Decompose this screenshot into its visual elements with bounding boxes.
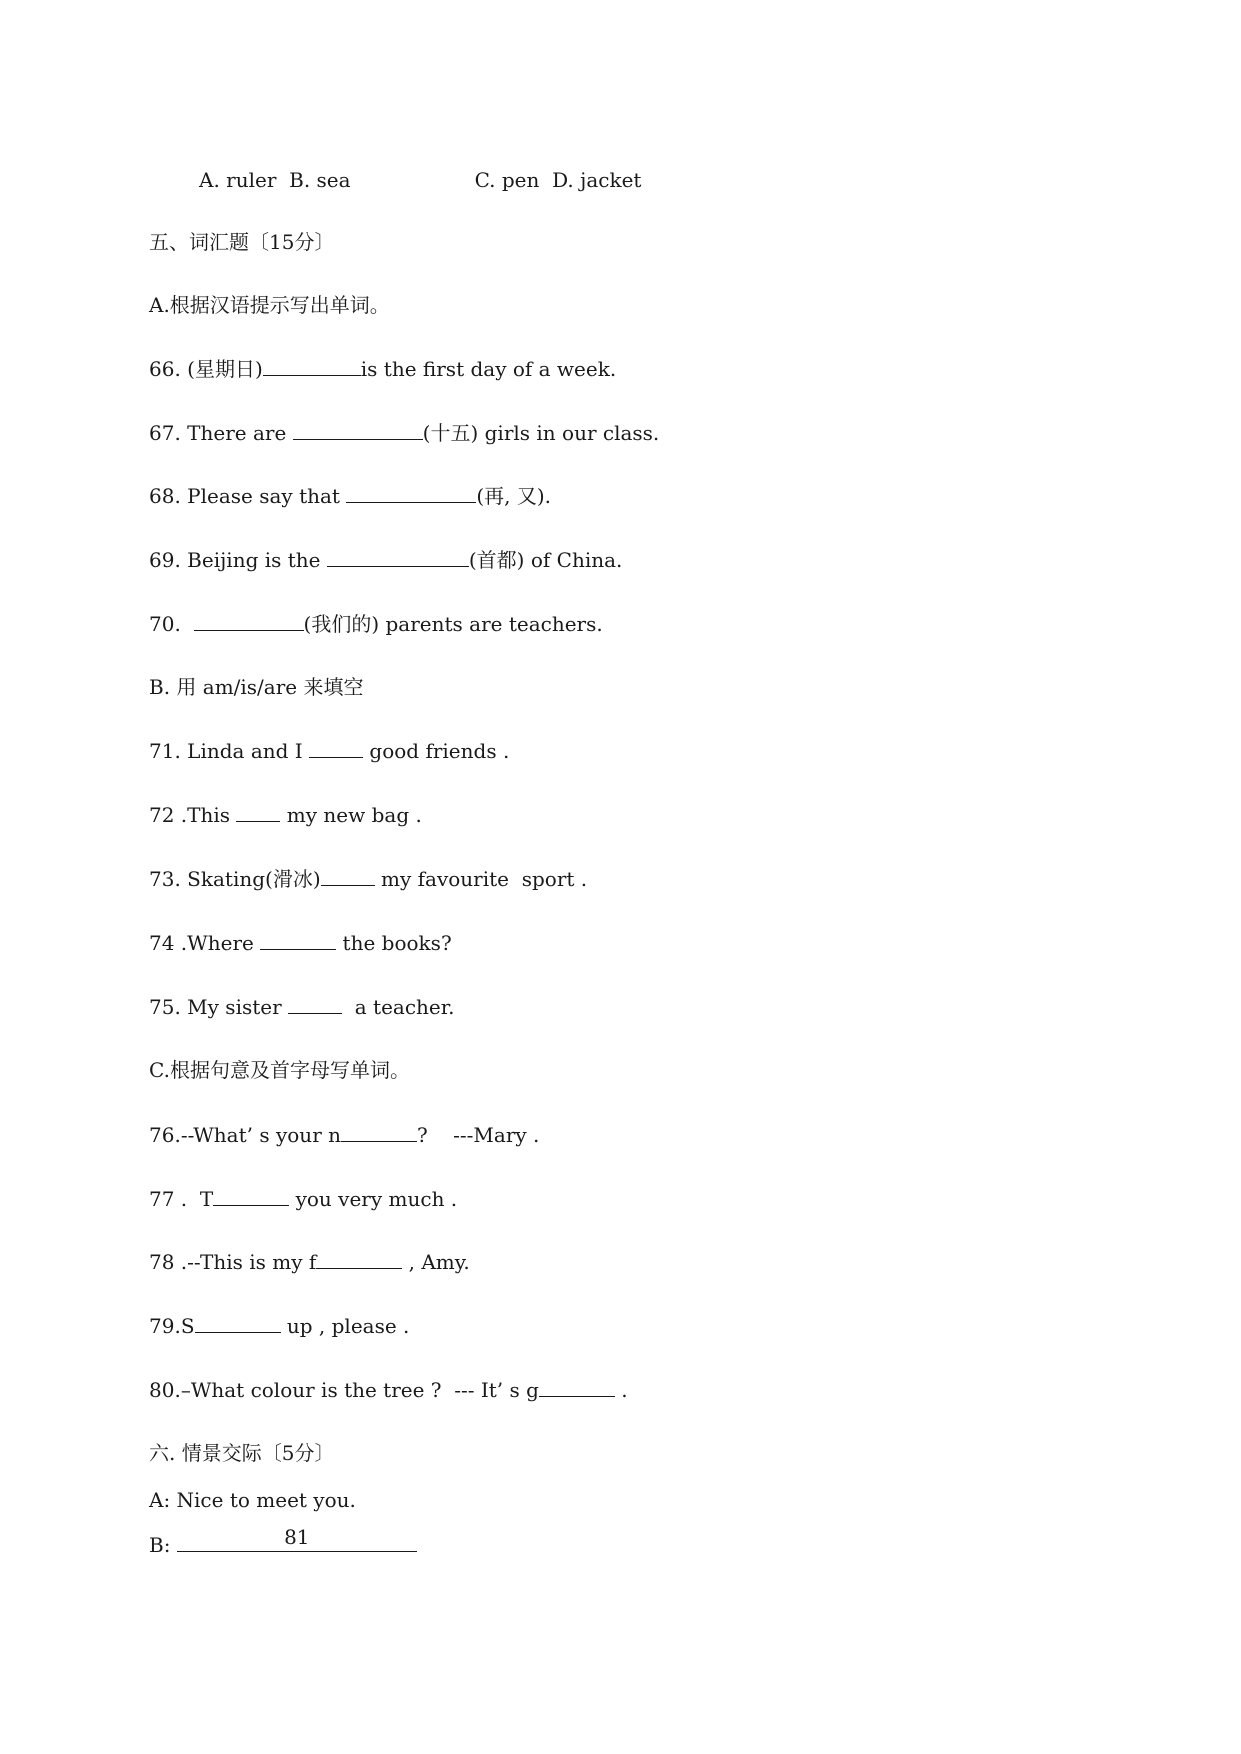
question-67: 67. There are (十五) girls in our class. xyxy=(149,421,660,445)
answer-blank[interactable] xyxy=(194,610,304,631)
question-71: 71. Linda and I good friends . xyxy=(149,739,510,763)
question-76: 76.--What’ s your n ? ---Mary . xyxy=(149,1123,540,1147)
question-75: 75. My sister a teacher. xyxy=(149,995,455,1019)
answer-blank[interactable] xyxy=(195,1312,281,1333)
question-72: 72 .This my new bag . xyxy=(149,803,422,827)
option-c: C. pen xyxy=(474,168,540,192)
answer-blank[interactable] xyxy=(539,1376,615,1397)
question-69: 69. Beijing is the (首都) of China. xyxy=(149,548,623,572)
question-66: 66. (星期日) is the first day of a week. xyxy=(149,357,617,381)
question-74: 74 .Where the books? xyxy=(149,931,452,955)
partB-instruction: B. 用 am/is/are 来填空 xyxy=(149,675,364,699)
section6-title: 六. 情景交际〔5分〕 xyxy=(149,1441,335,1465)
answer-blank[interactable] xyxy=(309,737,363,758)
answer-blank[interactable] xyxy=(236,801,280,822)
answer-blank[interactable] xyxy=(293,419,423,440)
option-d: D. jacket xyxy=(552,168,642,192)
answer-blank[interactable] xyxy=(213,1185,289,1206)
question-77: 77 . T you very much . xyxy=(149,1187,458,1211)
answer-blank[interactable] xyxy=(288,993,342,1014)
answer-blank-81[interactable]: 81 xyxy=(177,1531,417,1552)
question-73: 73. Skating(滑冰) my favourite sport . xyxy=(149,867,588,891)
question-70: 70. (我们的) parents are teachers. xyxy=(149,612,603,636)
question-78: 78 .--This is my f , Amy. xyxy=(149,1250,470,1274)
answer-blank[interactable] xyxy=(346,482,476,503)
partC-instruction: C.根据句意及首字母写单词。 xyxy=(149,1058,410,1082)
option-b: B. sea xyxy=(289,168,351,192)
answer-blank[interactable] xyxy=(260,929,336,950)
answer-blank[interactable] xyxy=(341,1121,417,1142)
partA-instruction: A.根据汉语提示写出单词。 xyxy=(149,293,390,317)
option-a: A. ruler xyxy=(199,168,277,192)
question-68: 68. Please say that (再, 又). xyxy=(149,484,552,508)
dialogue-line-a: A: Nice to meet you. xyxy=(149,1488,356,1512)
answer-blank[interactable] xyxy=(316,1248,402,1269)
question-80: 80.–What colour is the tree ? --- It’ s g . xyxy=(149,1378,628,1402)
dialogue-line-b: B: 81 xyxy=(149,1531,417,1559)
options-line xyxy=(199,166,641,194)
question-79: 79.S up , please . xyxy=(149,1314,410,1338)
answer-blank[interactable] xyxy=(327,546,469,567)
answer-blank[interactable] xyxy=(321,865,375,886)
section5-title: 五、词汇题〔15分〕 xyxy=(149,230,335,254)
answer-blank[interactable] xyxy=(263,355,361,376)
